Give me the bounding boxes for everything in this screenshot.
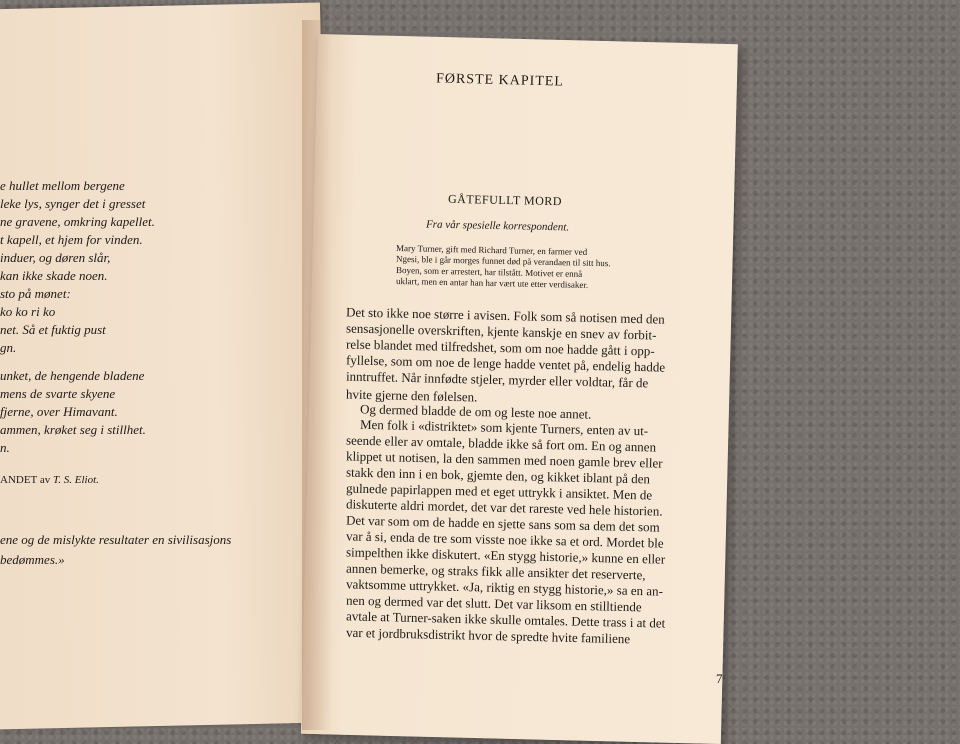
body-line: fyllelse, som om noe de lenge hadde ventet på, endelig hadde (345, 352, 666, 375)
body-line: hvite gjerne den følelsen. (345, 386, 478, 405)
body-line: Men folk i «distriktet» som kjente Turners, enten av ut- (359, 416, 649, 439)
news-byline: Fra vår spesielle korrespondent. (425, 218, 570, 234)
body-line: sensasjonelle overskriften, kjente kanskje en snev av forbit- (345, 320, 657, 343)
body-line: diskuterte aldri mordet, det var det rareste ved hele historien. (345, 496, 663, 519)
poem-line: unket, de hengende bladene (0, 368, 145, 383)
body-line: seende eller av omtale, bladde ikke så fort om. En og annen (345, 432, 657, 455)
body-line: klippet ut notisen, la den sammen med noen gamle brev eller (345, 448, 663, 471)
poem-line: net. Så et fuktig pust (0, 322, 106, 337)
news-line: Boyen, som er arrestert, har tilstått. Motivet er ennå (395, 265, 583, 279)
body-line: relse blandet med tilfredshet, som om noe hadde gått i opp- (345, 336, 655, 359)
poem-line: induer, og døren slår, (0, 250, 111, 265)
news-line: Mary Turner, gift med Richard Turner, en farmer ved (395, 242, 588, 258)
poem-line: ko ko ri ko (0, 304, 56, 319)
body-line: inntruffet. Når innfødte stjeler, myrder eller voldtar, får de (345, 368, 649, 391)
body-line: Det var som om de hadde en sjette sans som sa dem det som (345, 512, 660, 535)
poem-line: mens de svarte skyene (0, 386, 116, 401)
poem-line: kan ikke skade noen. (0, 268, 108, 283)
body-line: vaktsomme uttrykket. «Ja, riktig en stygg historie,» sa en an- (345, 576, 664, 599)
epigraph-line: ene og de mislykte resultater en sivilisasjons (0, 532, 232, 547)
body-line: nen og dermed var det slutt. Det var liksom en stilltiende (345, 592, 642, 615)
body-line: gulnede papirlappen med et eget uttrykk i ansiktet. Men de (345, 480, 653, 503)
body-line: Det sto ikke noe større i avisen. Folk som så notisen med den (345, 304, 665, 327)
poem-line: ammen, krøket seg i stillhet. (0, 422, 146, 437)
poem-line: ne gravene, omkring kapellet. (0, 214, 155, 229)
body-line: annen bemerke, og straks fikk alle ansikter det reserverte, (345, 560, 646, 583)
attribution-prefix: ANDET av (0, 474, 51, 486)
body-line: simpelthen ikke diskutert. «En stygg historie,» kunne en eller (345, 544, 666, 567)
news-line: uklart, men en antar han har vært ute etter verdisaker. (395, 275, 589, 291)
attribution-author: T. S. Eliot. (52, 474, 99, 486)
poem-attribution (0, 474, 99, 486)
page-number: 7 (716, 671, 723, 686)
body-line: avtale at Turner-saken ikke skulle omtales. Dette trass i at det (345, 608, 666, 631)
news-headline: GÅTEFULLT MORD (447, 191, 563, 209)
body-line: stakk den inn i en bok, gjemte den, og kikket iblant på den (345, 464, 651, 487)
news-line: Ngesi, ble i går morges funnet død på verandaen til sitt hus. (395, 253, 611, 269)
body-line: var et jordbruksdistrikt hvor de spredte hvite familiene (345, 624, 631, 647)
poem-line: sto på mønet: (0, 286, 71, 301)
poem-line: n. (0, 440, 10, 455)
poem-line: leke lys, synger det i gresset (0, 196, 146, 211)
body-line: Og dermed bladde de om og leste noe annet. (359, 401, 592, 422)
poem-line: fjerne, over Himavant. (0, 404, 118, 419)
poem-line: gn. (0, 340, 17, 355)
poem-line: t kapell, et hjem for vinden. (0, 232, 143, 247)
body-line: var å si, enda de tre som visste noe ikke sa et ord. Mordet ble (345, 528, 664, 551)
chapter-title: FØRSTE KAPITEL (435, 71, 565, 90)
epigraph-line: bedømmes.» (0, 552, 65, 567)
poem-line: e hullet mellom bergene (0, 178, 125, 193)
